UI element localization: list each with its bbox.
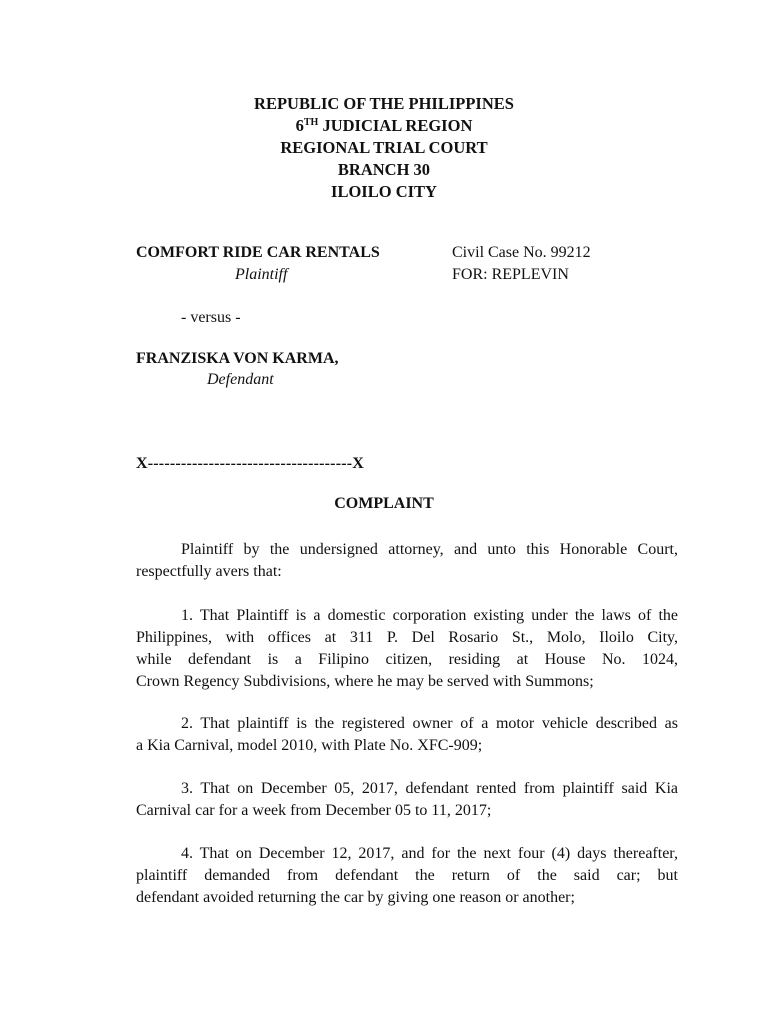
header-judicial-region: 6TH JUDICIAL REGION (295, 116, 473, 135)
paragraph-line: while defendant is a Filipino citizen, residing at House No. 1024, (136, 651, 678, 668)
paragraph-2 (136, 713, 678, 757)
versus-label: - versus - (181, 309, 241, 326)
ordinal-superscript: TH (303, 117, 319, 128)
paragraph-line: Philippines, with offices at 311 P. Del Rosario St., Molo, Iloilo City, (136, 629, 678, 646)
defendant-name: FRANZISKA VON KARMA, (136, 350, 339, 367)
plaintiff-label: Plaintiff (235, 266, 288, 283)
paragraph-line: Carnival car for a week from December 05 to 11, 2017; (136, 802, 492, 819)
header-branch: BRANCH 30 (337, 160, 431, 179)
header-court: REGIONAL TRIAL COURT (280, 138, 488, 157)
paragraph-4 (136, 843, 678, 909)
plaintiff-name: COMFORT RIDE CAR RENTALS (136, 244, 380, 261)
paragraph-line: Plaintiff by the undersigned attorney, and unto this Honorable Court, (181, 541, 678, 558)
paragraph-line: plaintiff demanded from defendant the return of the said car; but (136, 867, 678, 884)
case-nature: FOR: REPLEVIN (452, 266, 569, 283)
defendant-label: Defendant (207, 371, 274, 388)
caption-separator: X-------------------------------------X (136, 455, 365, 472)
paragraph-line: 4. That on December 12, 2017, and for the next four (4) days thereafter, (181, 845, 678, 862)
paragraph-line: 1. That Plaintiff is a domestic corporation existing under the laws of the (181, 607, 678, 624)
paragraph-line: respectfully avers that: (136, 563, 282, 580)
paragraph-1 (136, 605, 678, 693)
court-header (0, 93, 768, 203)
paragraph-3 (136, 778, 678, 822)
paragraph-line: defendant avoided returning the car by giving one reason or another; (136, 889, 575, 906)
intro-paragraph (136, 539, 678, 583)
case-number: Civil Case No. 99212 (452, 244, 591, 261)
paragraph-line: Crown Regency Subdivisions, where he may be served with Summons; (136, 673, 594, 690)
document-title: COMPLAINT (334, 495, 434, 512)
paragraph-line: 2. That plaintiff is the registered owner of a motor vehicle described as (181, 715, 678, 732)
header-republic: REPUBLIC OF THE PHILIPPINES (254, 94, 514, 113)
paragraph-line: a Kia Carnival, model 2010, with Plate No. XFC-909; (136, 737, 483, 754)
paragraph-line: 3. That on December 05, 2017, defendant rented from plaintiff said Kia (181, 780, 678, 797)
header-city: ILOILO CITY (331, 182, 437, 201)
